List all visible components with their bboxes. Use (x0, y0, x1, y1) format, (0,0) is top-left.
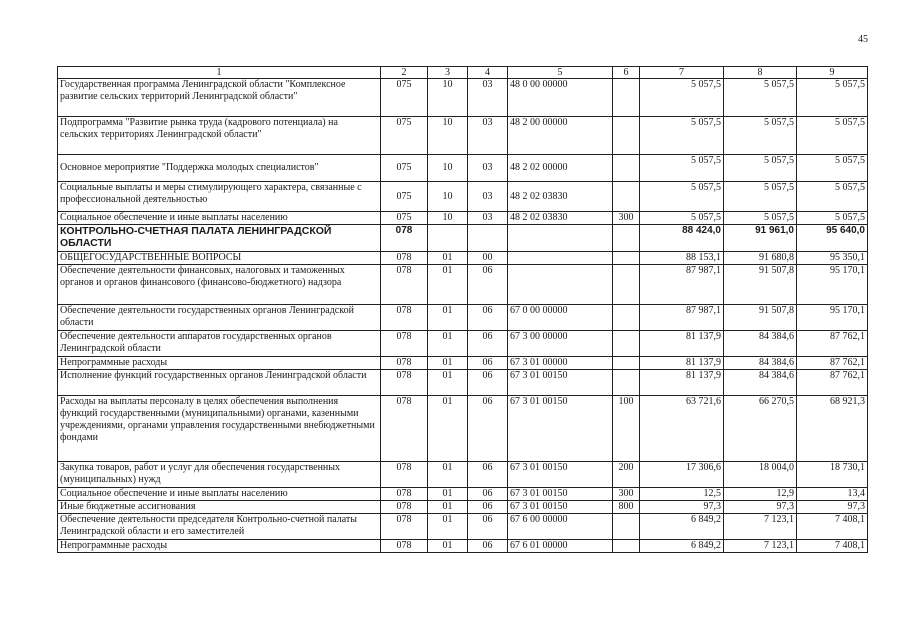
subsection-code: 03 (468, 212, 508, 225)
target-article-code: 67 6 00 00000 (508, 514, 613, 540)
amount-col8: 5 057,5 (724, 117, 797, 155)
amount-col9: 5 057,5 (797, 79, 868, 117)
table-row (58, 117, 868, 155)
target-article-code (508, 265, 613, 305)
table-row (58, 488, 868, 501)
subsection-code: 06 (468, 396, 508, 462)
amount-col7: 87 987,1 (640, 265, 724, 305)
ministry-code: 078 (381, 501, 428, 514)
expense-type-code (613, 182, 640, 212)
amount-col8: 7 123,1 (724, 540, 797, 553)
amount-col8: 5 057,5 (724, 155, 797, 182)
target-article-code: 67 3 01 00150 (508, 396, 613, 462)
table-row (58, 396, 868, 462)
subsection-code: 06 (468, 357, 508, 370)
subsection-code: 03 (468, 155, 508, 182)
ministry-code: 078 (381, 252, 428, 265)
target-article-code: 48 2 02 03830 (508, 182, 613, 212)
ministry-code: 078 (381, 305, 428, 331)
ministry-code: 075 (381, 117, 428, 155)
amount-col7: 87 987,1 (640, 305, 724, 331)
amount-col9: 87 762,1 (797, 357, 868, 370)
amount-col9: 7 408,1 (797, 514, 868, 540)
target-article-code: 67 3 00 00000 (508, 331, 613, 357)
amount-col8: 91 507,8 (724, 265, 797, 305)
ministry-code: 078 (381, 396, 428, 462)
header-cell: 2 (381, 67, 428, 79)
ministry-code: 075 (381, 79, 428, 117)
item-name: ОБЩЕГОСУДАРСТВЕННЫЕ ВОПРОСЫ (58, 252, 381, 265)
amount-col7: 5 057,5 (640, 117, 724, 155)
expense-type-code (613, 514, 640, 540)
section-code: 01 (428, 305, 468, 331)
amount-col7: 63 721,6 (640, 396, 724, 462)
amount-col9: 5 057,5 (797, 182, 868, 212)
item-name: Непрограммные расходы (58, 357, 381, 370)
expense-type-code: 100 (613, 396, 640, 462)
table-row (58, 212, 868, 225)
item-name: Закупка товаров, работ и услуг для обеспечения государственных (муниципальных) нужд (58, 462, 381, 488)
item-name: Непрограммные расходы (58, 540, 381, 553)
target-article-code (508, 252, 613, 265)
table-row (58, 357, 868, 370)
amount-col8: 7 123,1 (724, 514, 797, 540)
target-article-code: 67 3 01 00150 (508, 488, 613, 501)
ministry-code: 078 (381, 540, 428, 553)
subsection-code: 06 (468, 370, 508, 396)
subsection-code: 06 (468, 488, 508, 501)
section-code: 01 (428, 252, 468, 265)
amount-col7: 5 057,5 (640, 79, 724, 117)
table-row (58, 252, 868, 265)
section-code: 01 (428, 488, 468, 501)
subsection-code: 06 (468, 540, 508, 553)
table-row (58, 370, 868, 396)
amount-col9: 97,3 (797, 501, 868, 514)
header-cell: 5 (508, 67, 613, 79)
subsection-code: 03 (468, 117, 508, 155)
amount-col9: 5 057,5 (797, 117, 868, 155)
amount-col9: 95 350,1 (797, 252, 868, 265)
ministry-code: 078 (381, 370, 428, 396)
item-name: Социальные выплаты и меры стимулирующего характера, связанные с профессиональной деятельностью (58, 182, 381, 212)
section-code: 10 (428, 182, 468, 212)
amount-col8: 5 057,5 (724, 212, 797, 225)
section-code: 10 (428, 117, 468, 155)
item-name: Государственная программа Ленинградской области "Комплексное развитие сельских территорий Ленинградской области" (58, 79, 381, 117)
header-cell: 7 (640, 67, 724, 79)
target-article-code: 67 3 01 00000 (508, 357, 613, 370)
amount-col9: 7 408,1 (797, 540, 868, 553)
target-article-code: 67 0 00 00000 (508, 305, 613, 331)
item-name: Обеспечение деятельности аппаратов государственных органов Ленинградской области (58, 331, 381, 357)
table-row (58, 305, 868, 331)
section-code: 01 (428, 357, 468, 370)
amount-col9: 95 640,0 (797, 225, 868, 252)
amount-col8: 66 270,5 (724, 396, 797, 462)
budget-table (57, 66, 868, 553)
amount-col7: 17 306,6 (640, 462, 724, 488)
amount-col7: 81 137,9 (640, 331, 724, 357)
ministry-code: 078 (381, 225, 428, 252)
amount-col9: 95 170,1 (797, 265, 868, 305)
amount-col8: 84 384,6 (724, 370, 797, 396)
header-cell: 3 (428, 67, 468, 79)
target-article-code: 67 3 01 00150 (508, 462, 613, 488)
subsection-code: 06 (468, 514, 508, 540)
header-cell: 6 (613, 67, 640, 79)
amount-col8: 91 507,8 (724, 305, 797, 331)
table-row (58, 225, 868, 252)
amount-col8: 12,9 (724, 488, 797, 501)
section-code: 01 (428, 331, 468, 357)
subsection-code: 06 (468, 305, 508, 331)
amount-col8: 91 680,8 (724, 252, 797, 265)
amount-col7: 81 137,9 (640, 357, 724, 370)
section-code: 10 (428, 155, 468, 182)
section-code (428, 225, 468, 252)
table-row (58, 182, 868, 212)
section-code: 01 (428, 540, 468, 553)
table-header-row (58, 67, 868, 79)
amount-col8: 97,3 (724, 501, 797, 514)
subsection-code: 06 (468, 462, 508, 488)
expense-type-code: 200 (613, 462, 640, 488)
amount-col7: 12,5 (640, 488, 724, 501)
amount-col9: 13,4 (797, 488, 868, 501)
amount-col7: 97,3 (640, 501, 724, 514)
ministry-code: 075 (381, 212, 428, 225)
header-cell: 4 (468, 67, 508, 79)
table-row (58, 155, 868, 182)
item-name: Обеспечение деятельности финансовых, налоговых и таможенных органов и органов финансового (финансово-бюджетного) надзора (58, 265, 381, 305)
subsection-code (468, 225, 508, 252)
amount-col7: 5 057,5 (640, 212, 724, 225)
amount-col9: 5 057,5 (797, 155, 868, 182)
target-article-code: 67 3 01 00150 (508, 370, 613, 396)
item-name: Исполнение функций государственных органов Ленинградской области (58, 370, 381, 396)
table-row (58, 540, 868, 553)
amount-col9: 87 762,1 (797, 370, 868, 396)
item-name: Обеспечение деятельности председателя Контрольно-счетной палаты Ленинградской области и его заместителей (58, 514, 381, 540)
target-article-code: 48 2 02 03830 (508, 212, 613, 225)
table-row (58, 462, 868, 488)
ministry-code: 078 (381, 514, 428, 540)
amount-col8: 84 384,6 (724, 357, 797, 370)
subsection-code: 00 (468, 252, 508, 265)
item-name: Социальное обеспечение и иные выплаты населению (58, 212, 381, 225)
amount-col8: 84 384,6 (724, 331, 797, 357)
section-code: 01 (428, 396, 468, 462)
amount-col7: 88 424,0 (640, 225, 724, 252)
amount-col8: 91 961,0 (724, 225, 797, 252)
section-code: 10 (428, 212, 468, 225)
expense-type-code (613, 252, 640, 265)
expense-type-code (613, 265, 640, 305)
amount-col7: 5 057,5 (640, 182, 724, 212)
subsection-code: 06 (468, 265, 508, 305)
item-name: Подпрограмма "Развитие рынка труда (кадрового потенциала) на сельских территориях Ленинградской области" (58, 117, 381, 155)
ministry-code: 078 (381, 462, 428, 488)
section-code: 01 (428, 265, 468, 305)
expense-type-code (613, 117, 640, 155)
table-row (58, 501, 868, 514)
item-name: КОНТРОЛЬНО-СЧЕТНАЯ ПАЛАТА ЛЕНИНГРАДСКОЙ ОБЛАСТИ (58, 225, 381, 252)
item-name: Основное мероприятие "Поддержка молодых специалистов" (58, 155, 381, 182)
header-cell: 8 (724, 67, 797, 79)
ministry-code: 078 (381, 265, 428, 305)
header-cell: 9 (797, 67, 868, 79)
ministry-code: 078 (381, 331, 428, 357)
table-row (58, 265, 868, 305)
amount-col7: 6 849,2 (640, 514, 724, 540)
target-article-code (508, 225, 613, 252)
section-code: 01 (428, 370, 468, 396)
table-row (58, 331, 868, 357)
expense-type-code (613, 225, 640, 252)
page-number: 45 (858, 34, 868, 45)
subsection-code: 03 (468, 79, 508, 117)
amount-col7: 88 153,1 (640, 252, 724, 265)
header-cell: 1 (58, 67, 381, 79)
amount-col9: 87 762,1 (797, 331, 868, 357)
subsection-code: 06 (468, 501, 508, 514)
target-article-code: 48 0 00 00000 (508, 79, 613, 117)
item-name: Расходы на выплаты персоналу в целях обеспечения выполнения функций государственными (муниципальными) органами, казенными учреждениями, органами управления государственными внебюджетными фондами (58, 396, 381, 462)
target-article-code: 48 2 00 00000 (508, 117, 613, 155)
expense-type-code (613, 331, 640, 357)
expense-type-code: 800 (613, 501, 640, 514)
expense-type-code (613, 79, 640, 117)
ministry-code: 078 (381, 488, 428, 501)
section-code: 01 (428, 514, 468, 540)
amount-col9: 18 730,1 (797, 462, 868, 488)
expense-type-code (613, 370, 640, 396)
item-name: Иные бюджетные ассигнования (58, 501, 381, 514)
target-article-code: 67 6 01 00000 (508, 540, 613, 553)
amount-col8: 18 004,0 (724, 462, 797, 488)
ministry-code: 078 (381, 357, 428, 370)
ministry-code: 075 (381, 182, 428, 212)
target-article-code: 67 3 01 00150 (508, 501, 613, 514)
amount-col7: 5 057,5 (640, 155, 724, 182)
amount-col9: 95 170,1 (797, 305, 868, 331)
subsection-code: 06 (468, 331, 508, 357)
amount-col7: 81 137,9 (640, 370, 724, 396)
subsection-code: 03 (468, 182, 508, 212)
ministry-code: 075 (381, 155, 428, 182)
section-code: 01 (428, 501, 468, 514)
amount-col9: 68 921,3 (797, 396, 868, 462)
table-row (58, 514, 868, 540)
amount-col8: 5 057,5 (724, 79, 797, 117)
expense-type-code (613, 305, 640, 331)
section-code: 01 (428, 462, 468, 488)
section-code: 10 (428, 79, 468, 117)
item-name: Обеспечение деятельности государственных органов Ленинградской области (58, 305, 381, 331)
table-row (58, 79, 868, 117)
expense-type-code (613, 540, 640, 553)
expense-type-code: 300 (613, 488, 640, 501)
amount-col8: 5 057,5 (724, 182, 797, 212)
amount-col7: 6 849,2 (640, 540, 724, 553)
expense-type-code (613, 155, 640, 182)
item-name: Социальное обеспечение и иные выплаты населению (58, 488, 381, 501)
amount-col9: 5 057,5 (797, 212, 868, 225)
expense-type-code (613, 357, 640, 370)
target-article-code: 48 2 02 00000 (508, 155, 613, 182)
expense-type-code: 300 (613, 212, 640, 225)
